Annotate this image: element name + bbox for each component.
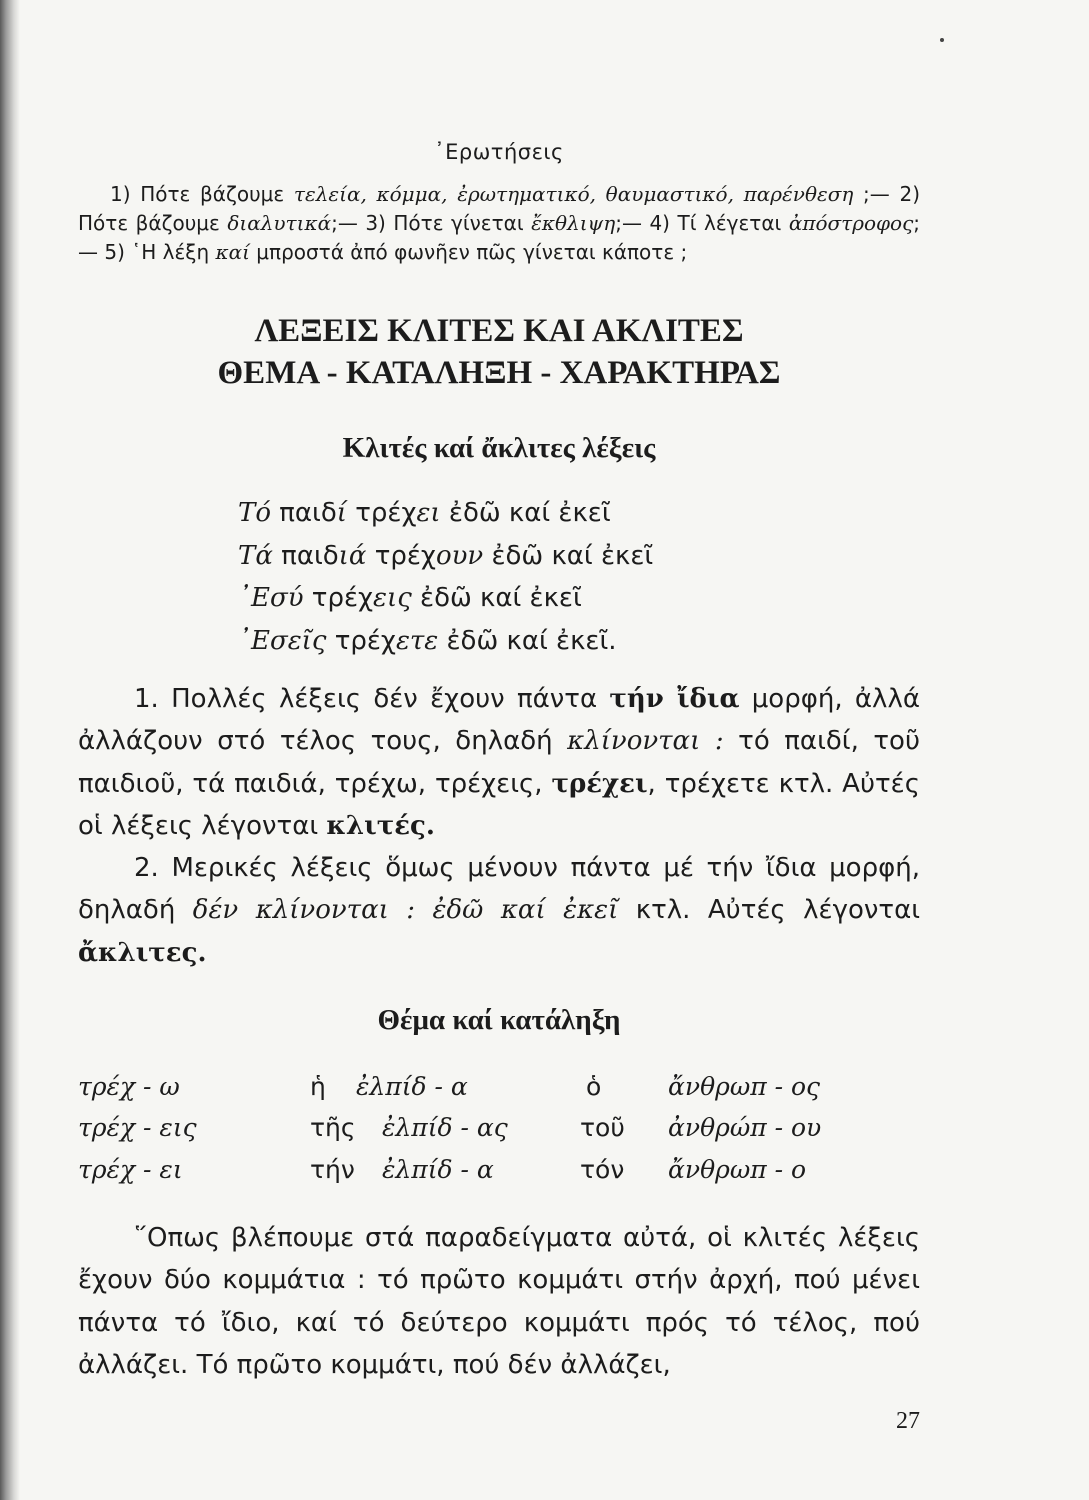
chapter-heading-line1: ΛΕΞΕΙΣ ΚΛΙΤΕΣ ΚΑΙ ΑΚΛΙΤΕΣ (254, 313, 744, 349)
questions-text: 1) Πότε βάζουμε τελεία, κόμμα, ἐρωτηματικό, θαυμαστικό, παρένθεση ;— 2) Πότε βάζουμε διαλυτικά;— 3) Πότε γίνεται ἔκθλιψη;— 4) Τί λέγεται ἀπόστροφος; — 5) ῾Η λέξη καί μπροστά ἀπό φωνῆεν πῶς γίνεται κάποτε ; (78, 182, 921, 264)
page-number: 27 (896, 1408, 920, 1434)
table-cell: τρέχ - ω (78, 1072, 180, 1101)
questions-title: ᾿Ερωτήσεις (434, 140, 564, 164)
paragraph-two-parts: ῞Οπως βλέπουμε στά παραδείγματα αὐτά, οἱ κλιτές λέξεις ἔχουν δύο κομμάτια : τό πρῶτο κομμάτι στήν ἀρχή, πού μένει πάντα τό ἴδιο, καί τό δεύτερο κομμάτι πρός τό τέλος, πού ἀλλάζει. Τό πρῶτο κομμάτι, πού δέν ἀλλάζει, (78, 1223, 920, 1380)
example-sentence: ᾿Εσεῖς τρέχετε ἐδῶ καί ἐκεῖ. (238, 625, 617, 656)
example-sentence: Τά παιδιά τρέχουν ἐδῶ καί ἐκεῖ (238, 540, 654, 571)
section-title-inflected-words: Κλιτές καί ἄκλιτες λέξεις (342, 432, 656, 464)
table-cell: ἄνθρωπ - ο (668, 1155, 807, 1184)
table-cell: τοῦ (580, 1113, 625, 1142)
section-title-stem-ending: Θέμα καί κατάληξη (377, 1004, 621, 1036)
table-cell: ἀνθρώπ - ου (668, 1113, 822, 1142)
book-page (78, 0, 920, 1500)
table-cell: τῆς (310, 1113, 356, 1142)
page-binding-shadow (0, 0, 20, 1500)
example-sentence: Τό παιδί τρέχει ἐδῶ καί ἐκεῖ (238, 498, 611, 528)
table-cell: ἡ (310, 1072, 326, 1101)
example-sentences (238, 492, 653, 662)
table-cell: τήν (310, 1155, 355, 1184)
paragraph-uninflected: 2. Μερικές λέξεις ὅμως μένουν πάντα μέ τήν ἴδια μορφή, δηλαδή δέν κλίνονται : ἐδῶ καί ἐκεῖ κτλ. Αὐτές λέγονται ἄκλιτες. (78, 853, 921, 968)
table-cell: ἐλπίδ - α (356, 1072, 468, 1101)
example-sentence: ᾿Εσύ τρέχεις ἐδῶ καί ἐκεῖ (238, 583, 582, 613)
ink-speck (940, 38, 944, 42)
table-cell: τρέχ - ει (78, 1155, 183, 1184)
table-cell: τόν (580, 1155, 625, 1184)
table-cell: τρέχ - εις (78, 1113, 197, 1142)
chapter-heading-line2: ΘΕΜΑ - ΚΑΤΑΛΗΞΗ - ΧΑΡΑΚΤΗΡΑΣ (217, 355, 781, 391)
table-cell: ἄνθρωπ - ος (668, 1072, 821, 1101)
table-cell: ἐλπίδ - ας (382, 1113, 508, 1142)
table-cell: ἐλπίδ - α (382, 1155, 494, 1184)
paragraph-inflected: 1. Πολλές λέξεις δέν ἔχουν πάντα τήν ἴδια μορφή, ἀλλά ἀλλάζουν στό τέλος τους, δηλαδή κλίνονται : τό παιδί, τοῦ παιδιοῦ, τά παιδιά, τρέχω, τρέχεις, τρέχει, τρέχετε κτλ. Αὐτές οἱ λέξεις λέγονται κλιτές. (78, 684, 920, 841)
table-cell: ὁ (586, 1072, 602, 1101)
